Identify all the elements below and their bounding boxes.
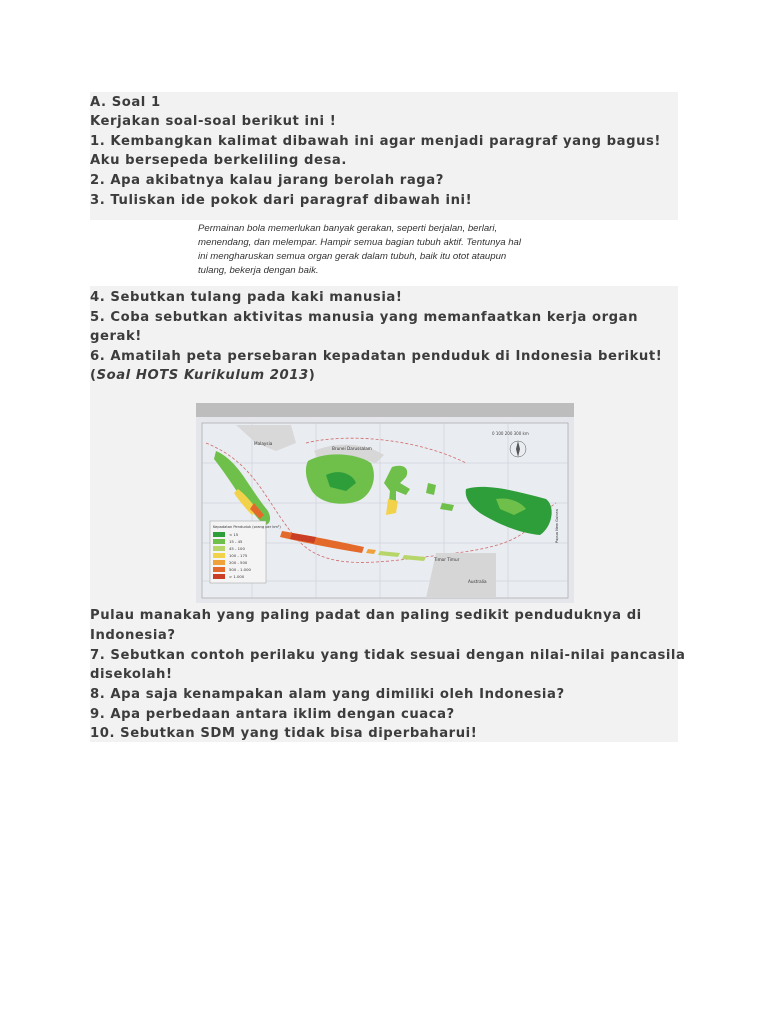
- population-density-map: [196, 403, 574, 603]
- legend-swatch: [213, 539, 225, 544]
- hots-open: (: [90, 368, 97, 383]
- passage-line: tulang, bekerja dengan baik.: [198, 265, 319, 276]
- hots-note: [90, 366, 315, 385]
- passage-line: ini mengharuskan semua organ gerak dalam tubuh, baik itu otot ataupun: [198, 251, 507, 262]
- legend-swatch: [213, 532, 225, 537]
- question-2: 2. Apa akibatnya kalau jarang berolah raga?: [90, 173, 444, 188]
- passage-line: menendang, dan melempar. Hampir semua bagian tubuh aktif. Tentunya hal: [198, 237, 522, 248]
- question-1-sentence: Aku bersepeda berkeliling desa.: [90, 153, 347, 168]
- scale-bar: 0 100 200 300 km: [492, 431, 529, 436]
- passage-line: Permainan bola memerlukan banyak gerakan, seperti berjalan, berlari,: [198, 223, 498, 234]
- document-page: [90, 92, 686, 742]
- legend-label: 100 - 175: [229, 553, 248, 559]
- question-9: 9. Apa perbedaan antara iklim dengan cuaca?: [90, 707, 455, 722]
- legend-swatch: [213, 560, 225, 565]
- section-title: A. Soal 1: [90, 95, 161, 110]
- map-top-border: [196, 403, 574, 417]
- legend-label: < 15: [229, 532, 239, 538]
- legend-swatch: [213, 574, 225, 579]
- question-7: 7. Sebutkan contoh perilaku yang tidak sesuai dengan nilai-nilai pancasila: [90, 648, 686, 663]
- question-6-text-cont: Indonesia?: [90, 628, 176, 643]
- question-3: 3. Tuliskan ide pokok dari paragraf dibawah ini!: [90, 193, 473, 208]
- legend-label: 15 - 45: [229, 539, 243, 545]
- question-1: 1. Kembangkan kalimat dibawah ini agar menjadi paragraf yang bagus!: [90, 134, 661, 149]
- label-png: Papua New Guinea: [555, 509, 559, 543]
- question-4: 4. Sebutkan tulang pada kaki manusia!: [90, 290, 403, 305]
- label-malaysia: Malaysia: [254, 441, 273, 446]
- question-5-cont: gerak!: [90, 329, 142, 344]
- passage-box: [90, 220, 678, 286]
- label-australia: Australia: [468, 579, 487, 584]
- question-10: 10. Sebutkan SDM yang tidak bisa diperbaharui!: [90, 726, 478, 741]
- label-timor: Timor Timur: [434, 557, 460, 562]
- question-7-cont: disekolah!: [90, 667, 173, 682]
- instruction: Kerjakan soal-soal berikut ini !: [90, 114, 337, 129]
- legend-swatch: [213, 553, 225, 558]
- legend-label: 200 - 500: [229, 560, 248, 566]
- legend-title: Kepadatan Penduduk (orang per km²): [213, 525, 281, 529]
- legend-label: > 1.000: [229, 574, 245, 580]
- question-5: 5. Coba sebutkan aktivitas manusia yang memanfaatkan kerja organ: [90, 310, 639, 325]
- legend-swatch: [213, 567, 225, 572]
- question-6: 6. Amatilah peta persebaran kepadatan penduduk di Indonesia berikut!: [90, 349, 663, 364]
- question-6-text: Pulau manakah yang paling padat dan paling sedikit penduduknya di: [90, 608, 642, 623]
- label-brunei: Brunei Darussalam: [332, 446, 372, 451]
- legend-swatch: [213, 546, 225, 551]
- legend-label: 500 - 1.000: [229, 567, 251, 573]
- legend-label: 45 - 100: [229, 546, 245, 552]
- hots-close: ): [308, 368, 316, 383]
- hots-source: Soal HOTS Kurikulum 2013: [96, 368, 309, 383]
- question-8: 8. Apa saja kenampakan alam yang dimiliki oleh Indonesia?: [90, 687, 565, 702]
